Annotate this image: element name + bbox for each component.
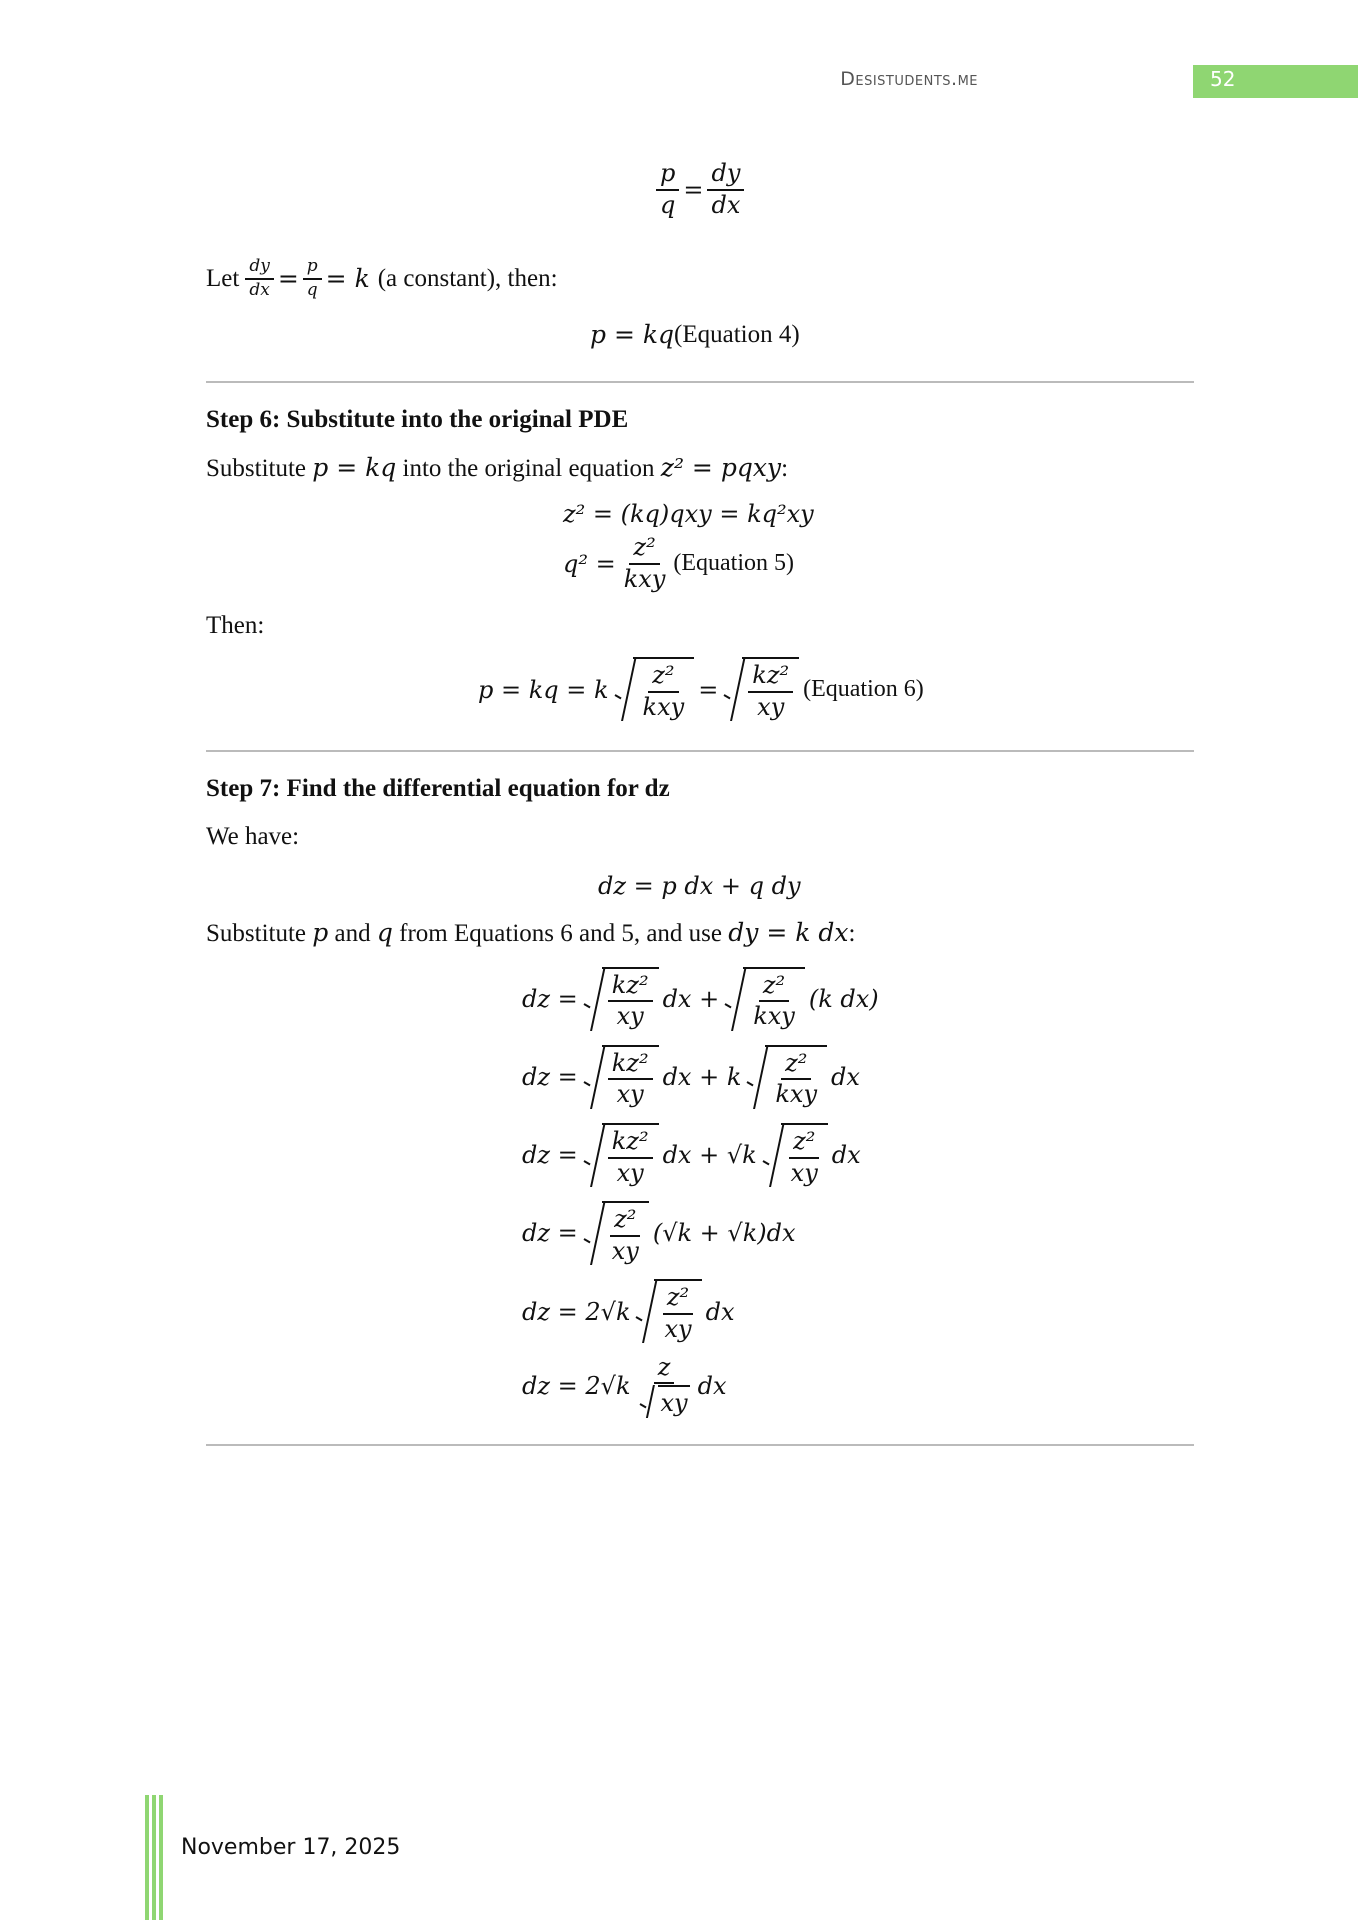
subst-text: : xyxy=(848,919,856,947)
total-differential: dz = p dx + q dy xyxy=(598,871,801,900)
step6-intro xyxy=(206,453,1194,484)
fraction-denominator: kxy xyxy=(753,1002,795,1031)
dz-lhs: dz = xyxy=(522,1219,578,1248)
radical-sign-icon xyxy=(745,1045,765,1109)
sqrt-expression xyxy=(613,657,695,721)
step7-heading: Step 7: Find the differential equation for dz xyxy=(206,774,670,802)
fraction-numerator: z² xyxy=(759,972,789,1003)
then-text: Then: xyxy=(206,612,265,640)
subst-text: and xyxy=(334,919,371,947)
equation-5-lhs: q² = xyxy=(563,549,616,578)
ratio-equation xyxy=(652,160,1194,219)
fraction-denominator: dx xyxy=(711,190,741,219)
let-suffix: (a constant), then: xyxy=(377,264,558,292)
step6-heading: Step 6: Substitute into the original PDE xyxy=(206,406,629,434)
fraction-denominator: xy xyxy=(616,1080,644,1109)
fraction-denominator: kxy xyxy=(642,693,685,722)
fraction-numerator: p xyxy=(303,257,322,280)
fraction-denominator: dx xyxy=(249,279,270,300)
page-content xyxy=(206,150,1194,1446)
radical-sign-icon xyxy=(582,1201,602,1265)
dz-line-4 xyxy=(522,1201,1194,1265)
dz-mid: dx + k xyxy=(662,1062,742,1091)
fraction-numerator: kz² xyxy=(608,1050,653,1081)
dz-tail: dx xyxy=(705,1297,735,1326)
substitute-text xyxy=(206,918,1194,949)
fraction-numerator: z² xyxy=(629,534,659,565)
fraction-denominator: xy xyxy=(757,693,785,722)
dz-lhs: dz = xyxy=(522,1062,578,1091)
equals-sign: = xyxy=(698,675,719,704)
fraction-numerator: kz² xyxy=(608,1128,653,1159)
subst-text: from Equations 6 and 5, and use xyxy=(399,919,723,947)
k-constant: = k xyxy=(325,264,370,294)
dz-line-2 xyxy=(522,1045,1194,1109)
fraction-numerator: z² xyxy=(648,662,678,693)
dz-mid: dx + √k xyxy=(662,1141,757,1170)
fraction-denominator xyxy=(634,1384,693,1418)
dz-tail: (k dx) xyxy=(808,984,879,1013)
fraction-numerator: dy xyxy=(245,257,274,280)
equation-4 xyxy=(590,320,1194,349)
radical-sign-icon xyxy=(582,1045,602,1109)
fraction-denominator: xy xyxy=(790,1158,818,1187)
radical-sign-icon xyxy=(582,1123,602,1187)
dz-tail: dx xyxy=(831,1141,861,1170)
footer-date: November 17, 2025 xyxy=(181,1835,401,1860)
intro-math: p = kq xyxy=(312,453,397,483)
sqrt-expression xyxy=(582,1123,659,1187)
fraction-numerator: p xyxy=(656,160,679,191)
fraction-numerator: kz² xyxy=(748,662,793,693)
fraction-denominator: q xyxy=(306,279,318,300)
dz-tail: dx xyxy=(831,1062,860,1091)
step6-line1: z² = (kq)qxy = kq²xy xyxy=(563,500,814,529)
equation-6-lhs: p = kq = k xyxy=(478,675,609,704)
sqrt-expression xyxy=(761,1123,828,1187)
sqrt-expression xyxy=(582,1201,649,1265)
subst-math: p xyxy=(312,917,329,947)
radical-sign-icon xyxy=(761,1123,781,1187)
page-number: 52 xyxy=(1210,67,1236,91)
subst-text: Substitute xyxy=(206,919,307,947)
fraction-denominator: q xyxy=(660,190,676,219)
sqrt-expression xyxy=(582,1045,659,1109)
footer-accent-lines xyxy=(145,1795,165,1920)
equation-4-label: (Equation 4) xyxy=(674,320,800,348)
fraction-denominator: xy xyxy=(611,1236,639,1265)
radical-sign-icon xyxy=(722,657,742,721)
dz-mid: dx + xyxy=(662,984,720,1013)
equation-5 xyxy=(563,534,1194,593)
sqrt-expression xyxy=(745,1045,827,1109)
sqrt-expression xyxy=(634,1279,701,1343)
radical-sign-icon xyxy=(582,967,602,1031)
we-have-text: We have: xyxy=(206,822,300,850)
fraction-denominator: kxy xyxy=(775,1080,818,1109)
dz-lhs: dz = xyxy=(522,984,578,1013)
equals-sign: = xyxy=(683,175,704,204)
equation-6-label: (Equation 6) xyxy=(803,676,924,703)
sqrt-expression xyxy=(722,657,799,721)
dz-line-5 xyxy=(522,1279,1194,1343)
radical-sign-icon xyxy=(613,657,633,721)
subst-math: dy = k dx xyxy=(728,917,849,947)
fraction-numerator: z xyxy=(654,1354,675,1385)
fraction-denominator: kxy xyxy=(623,564,666,593)
fraction-denominator: xy xyxy=(616,1002,644,1031)
equation-4-math: p = kq xyxy=(590,320,674,350)
fraction-numerator: kz² xyxy=(608,972,653,1003)
fraction-denominator: xy xyxy=(664,1315,692,1343)
sqrt-expression xyxy=(582,967,659,1031)
dz-tail: dx xyxy=(697,1371,727,1400)
dz-lhs: dz = xyxy=(522,1141,578,1170)
dz-line-1 xyxy=(522,967,1194,1031)
fraction-denominator: xy xyxy=(616,1158,644,1187)
equation-5-label: (Equation 5) xyxy=(673,550,795,577)
section-divider xyxy=(206,1444,1194,1446)
equation-6 xyxy=(478,657,1194,721)
subst-math: q xyxy=(376,917,393,947)
radical-sign-icon xyxy=(634,1279,654,1343)
intro-math: z² = pqxy xyxy=(660,453,782,483)
equals-sign: = xyxy=(277,264,299,294)
let-line xyxy=(206,257,1194,300)
section-divider xyxy=(206,750,1194,752)
fraction-numerator: z² xyxy=(789,1128,819,1159)
fraction-numerator: z² xyxy=(663,1284,693,1315)
dz-lhs: dz = 2√k xyxy=(522,1297,631,1326)
fraction-numerator: dy xyxy=(707,160,744,191)
sqrt-body: xy xyxy=(658,1385,689,1418)
section-divider xyxy=(206,381,1194,383)
fraction-numerator: z² xyxy=(781,1050,811,1081)
sqrt-expression xyxy=(638,1385,689,1418)
intro-text: into the original equation xyxy=(402,455,655,483)
let-word: Let xyxy=(206,264,240,292)
dz-lhs: dz = 2√k xyxy=(522,1371,631,1400)
intro-text: Substitute xyxy=(206,455,307,483)
intro-text: : xyxy=(781,455,789,483)
radical-sign-icon xyxy=(723,967,743,1031)
dz-line-6 xyxy=(522,1354,1194,1418)
site-name: Desistudents.me xyxy=(840,68,978,90)
dz-tail: (√k + √k)dx xyxy=(652,1219,796,1248)
fraction-numerator: z² xyxy=(610,1206,640,1237)
radical-sign-icon xyxy=(638,1385,658,1418)
sqrt-expression xyxy=(723,967,805,1031)
dz-line-3 xyxy=(522,1123,1194,1187)
